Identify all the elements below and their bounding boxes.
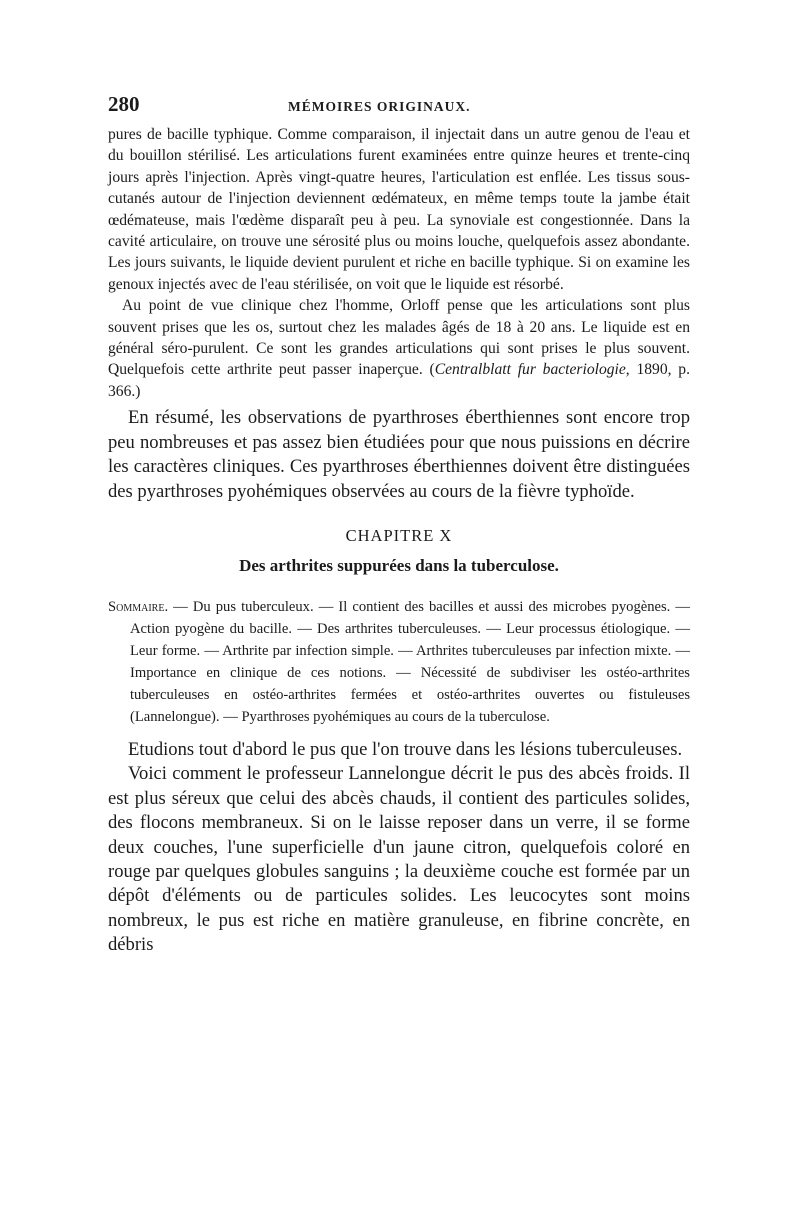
chapter-summary	[108, 596, 690, 728]
summary-paragraph-section	[108, 406, 690, 504]
paragraph-etudions: Etudions tout d'abord le pus que l'on trouve dans les lésions tuberculeuses.	[128, 738, 683, 760]
page-number: 280	[108, 92, 140, 116]
book-page	[108, 92, 690, 958]
paragraph-clinical	[108, 295, 690, 402]
running-head	[108, 92, 690, 124]
clinical-text: Au point de vue clinique chez l'homme, Orloff pense que les articulations sont plus souvent prises que les os, surtout chez les malades âgés de 18 à 20 ans. Le liquide est en général séro-purulent. Ce sont les grandes articulations qui sont prises le plus souvent. Quelquefois cette arthrite peut passer inaperçue. (	[108, 297, 690, 379]
summary-text: — Du pus tuberculeux. — Il contient des bacilles et aussi des microbes pyogènes. — Action pyogène du bacille. — Des arthrites tuberculeuses. — Leur processus étiologique. — Leur forme. — Arthrite par infection simple. — Arthrites tuberculeuses par infection mixte. — Importance en clinique de ces notions. — Nécessité de subdiviser les ostéo-arthrites tuberculeuses en ostéo-arthrites fermées et ostéo-arthrites ouvertes ou fistuleuses (Lannelongue). — Pyarthroses pyohémiques au cours de la tuberculose.	[130, 598, 690, 725]
summary-label: Sommaire.	[108, 598, 169, 615]
paragraph-experiment: pures de bacille typhique. Comme comparaison, il injectait dans un autre genou de l'eau et du bouillon stérilisé. Les articulations furent examinées entre quinze heures et trente-cinq jours après l'injection. Après vingt-quatre heures, l'articulation est enflée. Les tissus sous-cutanés autour de l'injection deviennent œdémateux, en même temps toute la jambe était œdémateuse, mais l'œdème disparaît peu à peu. La synoviale est congestionnée. Dans la cavité articulaire, on trouve une sérosité plus ou moins louche, quelquefois assez abondante. Les jours suivants, le liquide devient purulent et riche en bacille typhique. Si on examine les genoux injectés avec de l'eau stérilisée, on voit que le liquide est résorbé.	[108, 126, 690, 293]
journal-title: Centralblatt fur bacteriologie	[434, 361, 626, 379]
chapter-label: CHAPITRE X	[345, 525, 453, 545]
paragraph-lannelongue: Voici comment le professeur Lannelongue décrit le pus des abcès froids. Il est plus séreux que celui des abcès chauds, il contient des particules solides, des flocons membraneux. Si on le laisse reposer dans un verre, il se forme deux couches, l'une superficielle d'un jaune citron, quelquefois coloré en rouge par quelques globules sanguins ; la deuxième couche est formée par un dépôt d'éléments ou de particules solides. Les leucocytes sont moins nombreux, le pus est riche en matière granuleuse, en fibrine concrète, en débris	[108, 763, 690, 956]
small-print-section	[108, 124, 690, 402]
chapter-title: Des arthrites suppurées dans la tuberculose.	[239, 555, 559, 575]
running-title: MÉMOIRES ORIGINAUX.	[288, 99, 471, 114]
body-section	[108, 738, 690, 958]
paragraph-resume: En résumé, les observations de pyarthroses éberthiennes sont encore trop peu nombreuses et pas assez bien étudiées pour que nous puissions en décrire les caractères cliniques. Ces pyarthroses éberthiennes doivent être distinguées des pyarthroses pyohémiques observées au cours de la fièvre typhoïde.	[108, 407, 690, 502]
citation-end: , 1890, p. 366.)	[108, 361, 690, 400]
